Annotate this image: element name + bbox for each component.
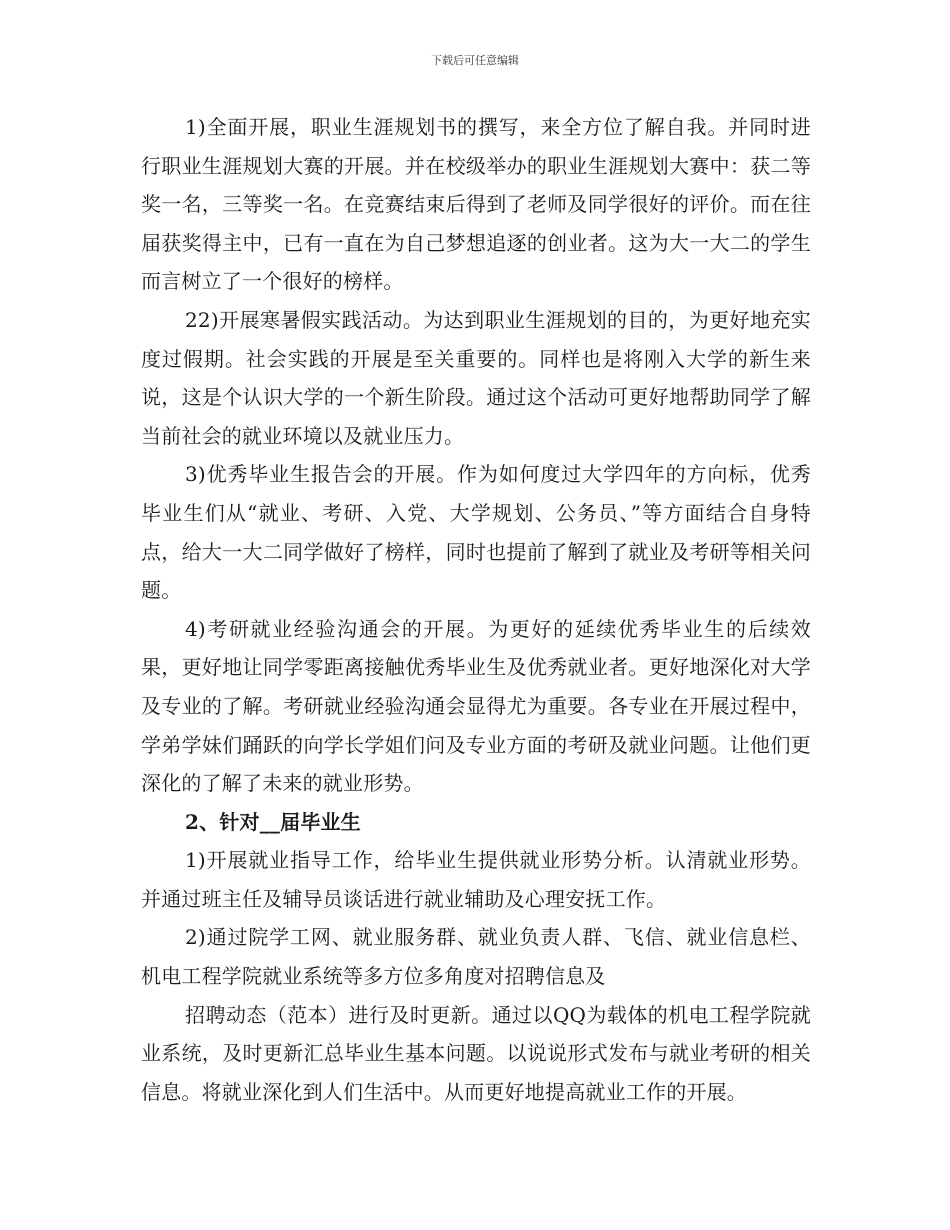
paragraph-3: 3)优秀毕业生报告会的开展。作为如何度过大学四年的方向标，优秀毕业生们从“就业、考研、入党、大学规划、公务员、”等方面结合自身特点，给大一大二同学做好了榜样，同时也提前了解到了就业及考研等相关问题。	[141, 462, 811, 603]
paragraph-2: 22)开展寒暑假实践活动。为达到职业生涯规划的目的，为更好地充实度过假期。社会实践的开展是至关重要的。同样也是将刚入大学的新生来说，这是个认识大学的一个新生阶段。通过这个活动可更好地帮助同学了解当前社会的就业环境以及就业压力。	[141, 307, 811, 448]
document-body	[141, 108, 811, 1111]
paragraph-7: 招聘动态（范本）进行及时更新。通过以QQ为载体的机电工程学院就业系统，及时更新汇总毕业生基本问题。以说说形式发布与就业考研的相关信息。将就业深化到人们生活中。从而更好地提高就业工作的开展。	[141, 1002, 811, 1104]
paragraph-4: 4)考研就业经验沟通会的开展。为更好的延续优秀毕业生的后续效果，更好地让同学零距离接触优秀毕业生及优秀就业者。更好地深化对大学及专业的了解。考研就业经验沟通会显得尤为重要。各专业在开展过程中，学弟学妹们踊跃的向学长学姐们问及专业方面的考研及就业问题。让他们更深化的了解了未来的就业形势。	[141, 616, 811, 796]
paragraph-6: 2)通过院学工网、就业服务群、就业负责人群、飞信、就业信息栏、机电工程学院就业系统等多方位多角度对招聘信息及	[141, 925, 811, 989]
section-heading: 2、针对__届毕业生	[185, 809, 361, 834]
header-note: 下载后可任意编辑	[431, 54, 519, 67]
paragraph-5: 1)开展就业指导工作，给毕业生提供就业形势分析。认清就业形势。并通过班主任及辅导员谈话进行就业辅助及心理安抚工作。	[141, 848, 811, 911]
paragraph-1: 1)全面开展，职业生涯规划书的撰写，来全方位了解自我。并同时进行职业生涯规划大赛的开展。并在校级举办的职业生涯规划大赛中：获二等奖一名，三等奖一名。在竞赛结束后得到了老师及同学很好的评价。而在往届获奖得主中，已有一直在为自己梦想追逐的创业者。这为大一大二的学生而言树立了一个很好的榜样。	[141, 115, 811, 294]
